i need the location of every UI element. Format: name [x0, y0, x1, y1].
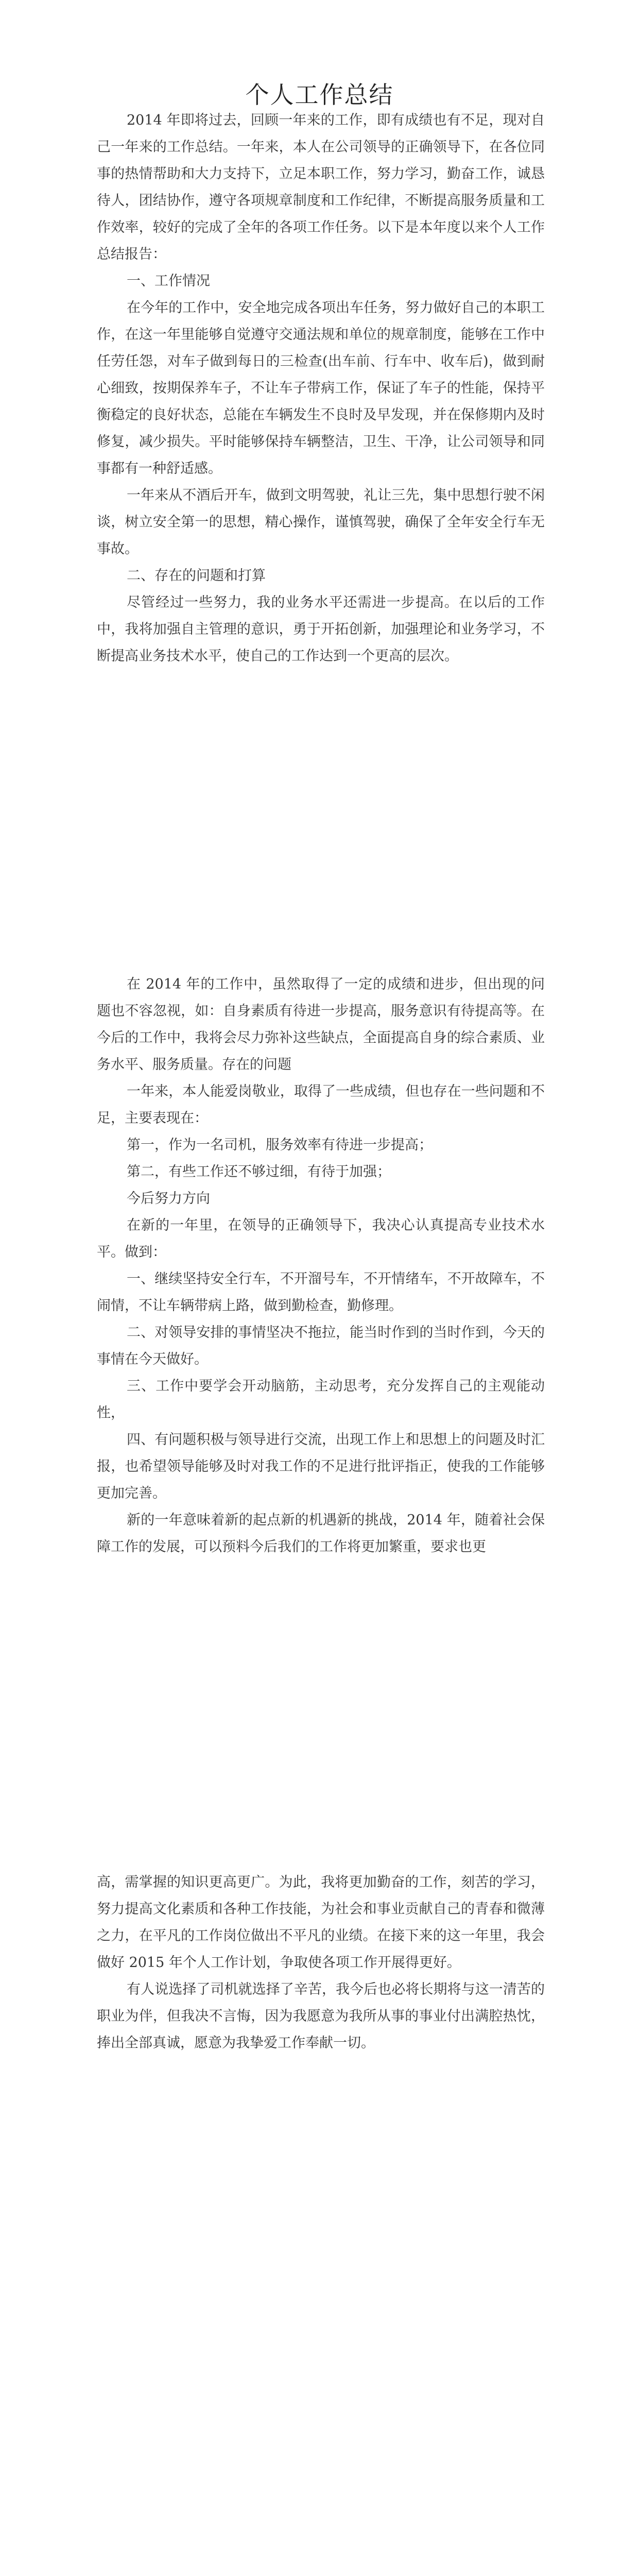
paragraph-plan-3: 三、工作中要学会开动脑筋，主动思考，充分发挥自己的主观能动性，: [97, 1378, 545, 1421]
page-1-body: [97, 107, 545, 670]
paragraph-plan-2: 二、对领导安排的事情坚决不拖拉，能当时作到的当时作到，今天的事情在今天做好。: [97, 1325, 545, 1367]
section-heading-direction: 今后努力方向: [127, 1191, 210, 1207]
section-heading-work: 一、工作情况: [127, 273, 210, 289]
paragraph-closing: 有人说选择了司机就选择了辛苦，我今后也必将长期将与这一清苦的职业为伴，但我决不言悔，因为我愿意为我所从事的事业付出满腔热忱，捧出全部真诚，愿意为我挚爱工作奉献一切。: [97, 1981, 545, 2051]
page-3-body: [97, 1869, 545, 2057]
paragraph-continued: 高，需掌握的知识更高更广。为此，我将更加勤奋的工作，刻苦的学习，努力提高文化素质和各种工作技能，为社会和事业贡献自己的青春和微薄之力，在平凡的工作岗位做出不平凡的业绩。在接下来的这一年里，我会做好 2015 年个人工作计划，争取使各项工作开展得更好。: [97, 1874, 545, 1971]
paragraph-point-1: 第一，作为一名司机，服务效率有待进一步提高；: [127, 1137, 433, 1153]
paragraph-shortcomings: 一年来，本人能爱岗敬业，取得了一些成绩，但也存在一些问题和不足，主要表现在：: [97, 1083, 545, 1126]
paragraph-intro: 2014 年即将过去，回顾一年来的工作，即有成绩也有不足，现对自己一年来的工作总结。一年来，本人在公司领导的正确领导下，在各位同事的热情帮助和大力支持下，立足本职工作，努力学习，勤奋工作，诚恳待人，团结协作，遵守各项规章制度和工作纪律，不断提高服务质量和工作效率，较好的完成了全年的各项工作任务。以下是本年度以来个人工作总结报告：: [97, 112, 545, 262]
document-page-1: [0, 0, 639, 902]
paragraph-new-challenge: 新的一年意味着新的起点新的机遇新的挑战，2014 年，随着社会保障工作的发展，可以预料今后我们的工作将更加繁重，要求也更: [97, 1512, 545, 1555]
document-page-2: [0, 904, 639, 1806]
paragraph-work-details: 在今年的工作中，安全地完成各项出车任务，努力做好自己的本职工作，在这一年里能够自觉遵守交通法规和单位的规章制度，能够在工作中任劳任怨，对车子做到每日的三检查(出车前、行车中、收车后)，做到耐心细致，按期保养车子，不让车子带病工作，保证了车子的性能，保持平衡稳定的良好状态，总能在车辆发生不良时及早发现，并在保修期内及时修复，减少损失。平时能够保持车辆整洁，卫生、干净，让公司领导和同事都有一种舒适感。: [97, 300, 545, 477]
paragraph-2014-review: 在 2014 年的工作中，虽然取得了一定的成绩和进步，但出现的问题也不容忽视，如：自身素质有待进一步提高，服务意识有待提高等。在今后的工作中，我将会尽力弥补这些缺点，全面提高自身的综合素质、业务水平、服务质量。存在的问题: [97, 976, 545, 1073]
paragraph-point-2: 第二，有些工作还不够过细，有待于加强；: [127, 1164, 391, 1180]
document-page-3: [0, 1808, 639, 2576]
document-title: 个人工作总结: [245, 81, 394, 109]
paragraph-new-year: 在新的一年里，在领导的正确领导下，我决心认真提高专业技术水平。做到：: [97, 1217, 545, 1260]
paragraph-safe-driving: 一年来从不酒后开车，做到文明驾驶，礼让三先，集中思想行驶不闲谈，树立安全第一的思想，精心操作，谨慎驾驶，确保了全年安全行车无事故。: [97, 487, 545, 557]
paragraph-plan-1: 一、继续坚持安全行车，不开溜号车，不开情绪车，不开故障车，不闹情，不让车辆带病上路，做到勤检查，勤修理。: [97, 1271, 545, 1314]
page-2-body: [97, 971, 545, 1561]
paragraph-improvement: 尽管经过一些努力，我的业务水平还需进一步提高。在以后的工作中，我将加强自主管理的意识，勇于开拓创新，加强理论和业务学习，不断提高业务技术水平，使自己的工作达到一个更高的层次。: [97, 595, 545, 664]
paragraph-plan-4: 四、有问题积极与领导进行交流，出现工作上和思想上的问题及时汇报，也希望领导能够及时对我工作的不足进行批评指正，使我的工作能够更加完善。: [97, 1432, 545, 1501]
section-heading-problems: 二、存在的问题和打算: [127, 568, 266, 584]
